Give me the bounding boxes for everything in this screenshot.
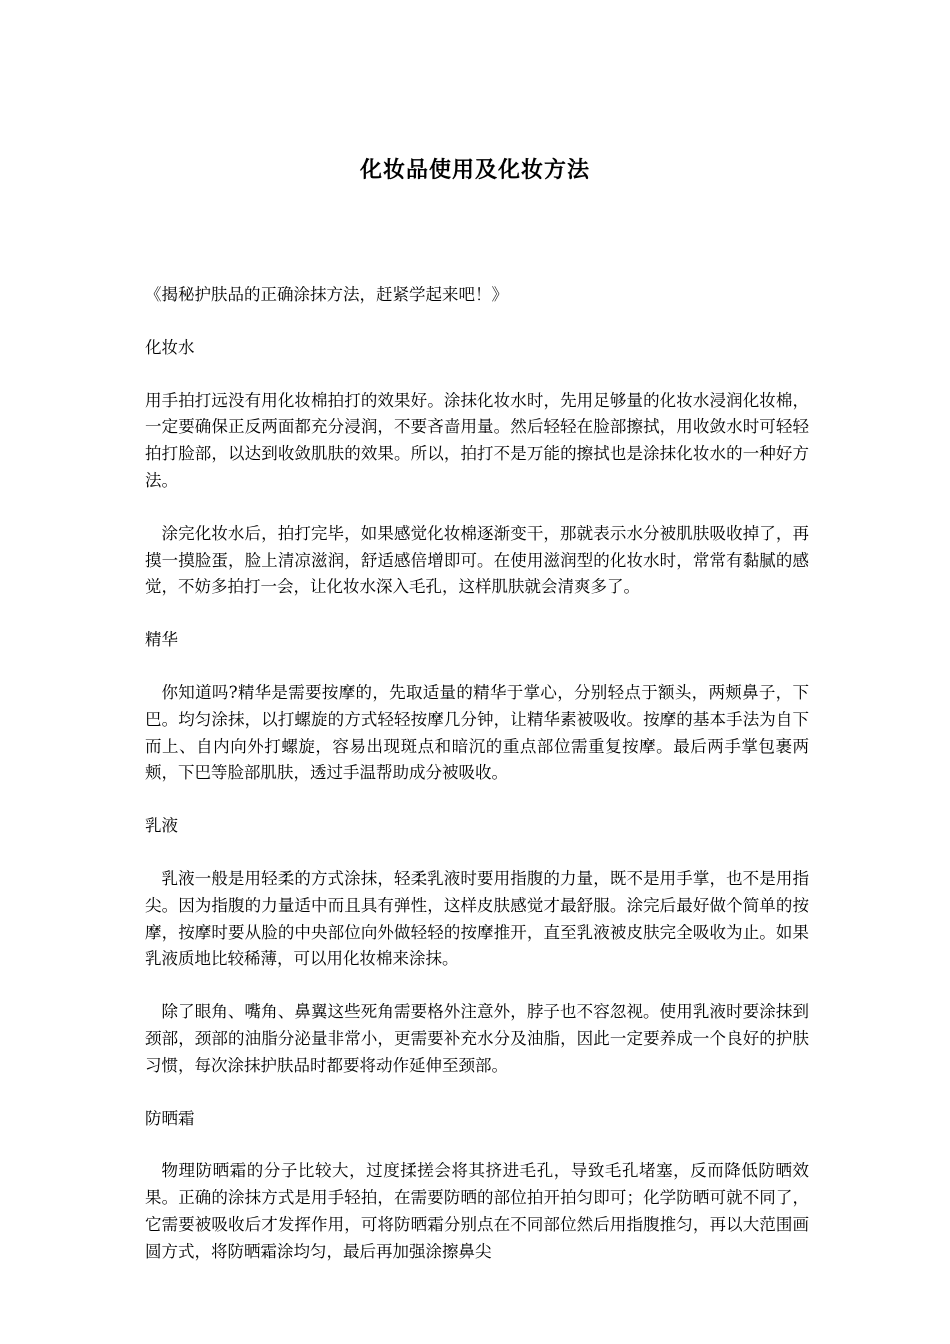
lotion-paragraph-1: 乳液一般是用轻柔的方式涂抹，轻柔乳液时要用指腹的力量，既不是用手掌，也不是用指尖。因为指腹的力量适中而且具有弹性，这样皮肤感觉才最舒服。涂完后最好做个简单的按摩，按摩时要从脸的中央部位向外做轻轻的按摩推开，直至乳液被皮肤完全吸收为止。如果乳液质地比较稀薄，可以用化妆棉来涂抹。 <box>145 868 809 969</box>
document-body <box>145 282 809 1292</box>
section-heading-essence: 精华 <box>145 630 178 650</box>
lotion-paragraph-2: 除了眼角、嘴角、鼻翼这些死角需要格外注意外，脖子也不容忽视。使用乳液时要涂抹到颈部，颈部的油脂分泌量非常小，更需要补充水分及油脂，因此一定要养成一个良好的护肤习惯，每次涂抹护肤品时都要将动作延伸至颈部。 <box>145 1002 809 1075</box>
essence-paragraph-1: 你知道吗?精华是需要按摩的，先取适量的精华于掌心，分别轻点于额头，两颊鼻子，下巴。均匀涂抹，以打螺旋的方式轻轻按摩几分钟，让精华素被吸收。按摩的基本手法为自下而上、自内向外打螺旋，容易出现斑点和暗沉的重点部位需重复按摩。最后两手掌包裹两颊，下巴等脸部肌肤，透过手温帮助成分被吸收。 <box>145 682 809 783</box>
section-heading-lotion: 乳液 <box>145 816 178 836</box>
sunscreen-paragraph-1: 物理防晒霜的分子比较大，过度揉搓会将其挤进毛孔，导致毛孔堵塞，反而降低防晒效果。正确的涂抹方式是用手轻拍，在需要防晒的部位拍开拍匀即可；化学防晒可就不同了，它需要被吸收后才发挥作用，可将防晒霜分别点在不同部位然后用指腹推匀，再以大范围画圆方式，将防晒霜涂均匀，最后再加强涂擦鼻尖 <box>145 1161 809 1261</box>
section-heading-toner: 化妆水 <box>145 337 195 357</box>
section-heading-sunscreen: 防晒霜 <box>145 1108 195 1128</box>
intro-line: 《揭秘护肤品的正确涂抹方法，赶紧学起来吧！》 <box>145 285 508 304</box>
toner-paragraph-1: 用手拍打远没有用化妆棉拍打的效果好。涂抹化妆水时，先用足够量的化妆水浸润化妆棉，一定要确保正反两面都充分浸润，不要吝啬用量。然后轻轻在脸部擦拭，用收敛水时可轻轻拍打脸部，以达到收敛肌肤的效果。所以，拍打不是万能的擦拭也是涂抹化妆水的一种好方法。 <box>145 390 809 490</box>
toner-paragraph-2: 涂完化妆水后，拍打完毕，如果感觉化妆棉逐渐变干，那就表示水分被肌肤吸收掉了，再摸一摸脸蛋，脸上清凉滋润，舒适感倍增即可。在使用滋润型的化妆水时，常常有黏腻的感觉，不妨多拍打一会，让化妆水深入毛孔，这样肌肤就会清爽多了。 <box>145 523 809 597</box>
page-title: 化妆品使用及化妆方法 <box>359 157 590 183</box>
